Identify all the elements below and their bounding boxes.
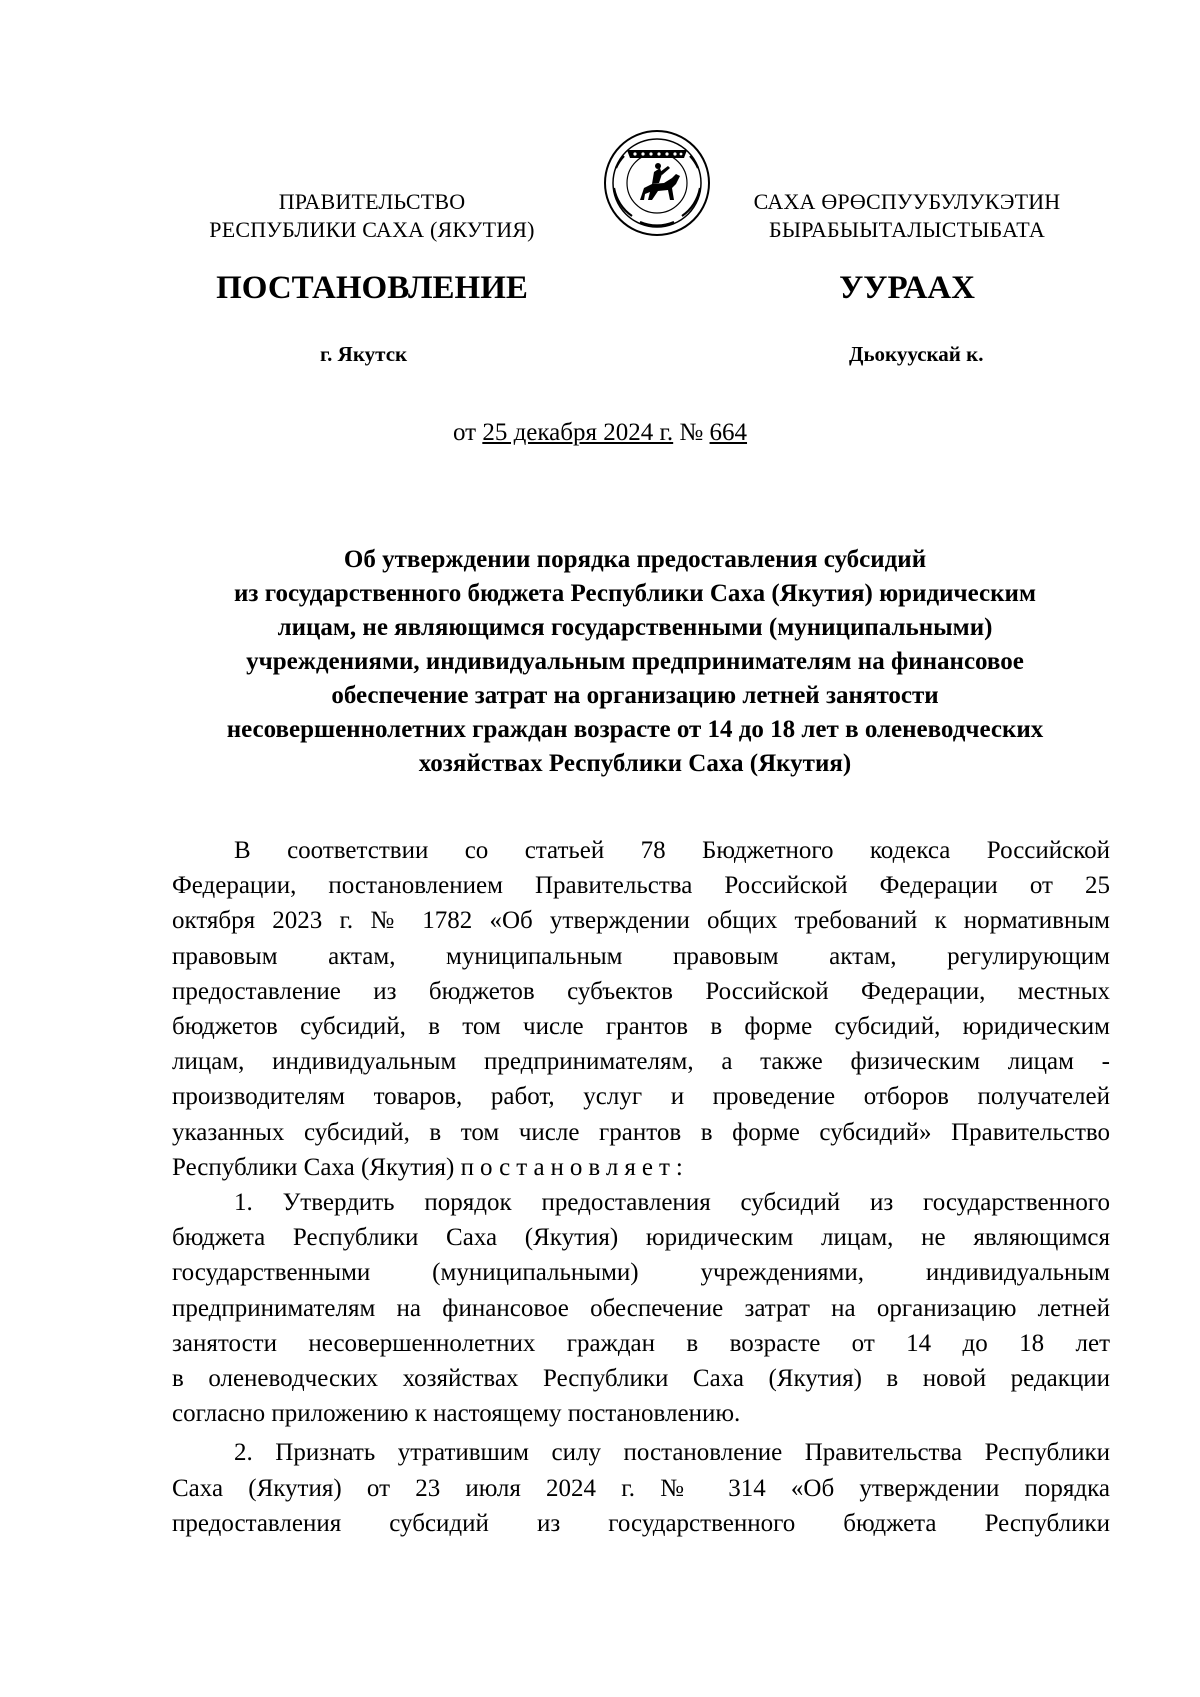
text-line: лицам, индивидуальным предпринимателям, а также физическим лицам - <box>172 1048 1110 1076</box>
text-line: указанных субсидий, в том числе грантов в форме субсидий» Правительство <box>172 1118 1110 1146</box>
text-line: предоставление из бюджетов субъектов Российской Федерации, местных <box>172 977 1110 1005</box>
text-line: правовым актам, муниципальным правовым актам, регулирующим <box>172 942 1110 970</box>
text-line: государственными (муниципальными) учреждениями, индивидуальным <box>172 1259 1110 1287</box>
document-body <box>172 833 1110 1541</box>
text-fragment: Республики Саха (Якутия) <box>172 1153 461 1181</box>
paragraph-item-1 <box>172 1185 1110 1431</box>
text-line: предоставления субсидий из государственного бюджета Республики <box>172 1509 1110 1537</box>
text-line: в оленеводческих хозяйствах Республики Саха (Якутия) в новой редакции <box>172 1365 1110 1393</box>
document-title <box>160 543 1110 781</box>
text-line: предпринимателям на финансовое обеспечение затрат на организацию летней <box>172 1294 1110 1322</box>
text-line: 2. Признать утратившим силу постановление Правительства Республики <box>234 1439 1110 1467</box>
city-russian: г. Якутск <box>320 342 408 366</box>
text-line: бюджета Республики Саха (Якутия) юридическим лицам, не являющимся <box>172 1224 1110 1252</box>
resolves-word: постановляет: <box>460 1153 689 1181</box>
title-line: хозяйствах Республики Саха (Якутия) <box>418 750 852 777</box>
text-line: Саха (Якутия) от 23 июля 2024 г. № 314 «Об утверждении порядка <box>172 1474 1110 1502</box>
text-line: Федерации, постановлением Правительства Российской Федерации от 25 <box>172 872 1110 900</box>
city-yakut: Дьокуускай к. <box>849 342 984 366</box>
title-line: Об утверждении порядка предоставления субсидий <box>343 546 927 573</box>
title-line: несовершеннолетних граждан возрасте от 14 до 18 лет в оленеводческих <box>226 716 1044 743</box>
issuer-yakut-line-2: БЫРАБЫЫТАЛЫСТЫБАТА <box>769 217 1045 242</box>
document-number: 664 <box>709 419 748 446</box>
text-line: 1. Утвердить порядок предоставления субсидий из государственного <box>234 1189 1110 1217</box>
document-date-line <box>0 417 1200 449</box>
text-line: В соответствии со статьей 78 Бюджетного кодекса Российской <box>234 837 1110 864</box>
issuer-line-1: ПРАВИТЕЛЬСТВО <box>278 189 466 214</box>
date-prefix: от <box>452 419 477 446</box>
issuer-yakut-line-1: САХА ӨРӨСПУУБУЛУКЭТИН <box>753 189 1061 214</box>
number-sign: № <box>679 419 704 446</box>
issuer-name-russian <box>182 188 562 244</box>
text-line: занятости несовершеннолетних граждан в возрасте от 14 до 18 лет <box>172 1329 1110 1357</box>
emblem-icon <box>602 128 712 238</box>
document-date: 25 декабря 2024 г. <box>482 419 674 446</box>
text-line: бюджетов субсидий, в том числе грантов в форме субсидий, юридическим <box>172 1013 1110 1041</box>
title-line: лицам, не являющимся государственными (муниципальными) <box>277 614 993 641</box>
issuer-name-yakut <box>752 188 1062 244</box>
doc-type-yakut: УУРААХ <box>839 270 975 306</box>
title-line: из государственного бюджета Республики Саха (Якутия) юридическим <box>234 580 1036 607</box>
title-line: обеспечение затрат на организацию летней занятости <box>331 682 939 709</box>
issuer-line-2: РЕСПУБЛИКИ САХА (ЯКУТИЯ) <box>209 217 535 242</box>
text-line <box>172 1150 1110 1185</box>
title-line: учреждениями, индивидуальным предпринимателям на финансовое <box>246 648 1024 675</box>
paragraph-item-2 <box>172 1435 1110 1541</box>
paragraph-preamble <box>172 833 1110 1185</box>
text-line: производителям товаров, работ, услуг и проведение отборов получателей <box>172 1083 1110 1111</box>
text-line: октября 2023 г. № 1782 «Об утверждении общих требований к нормативным <box>172 907 1110 935</box>
text-line: согласно приложению к настоящему постановлению. <box>172 1400 741 1428</box>
doc-type-russian: ПОСТАНОВЛЕНИЕ <box>216 270 528 306</box>
